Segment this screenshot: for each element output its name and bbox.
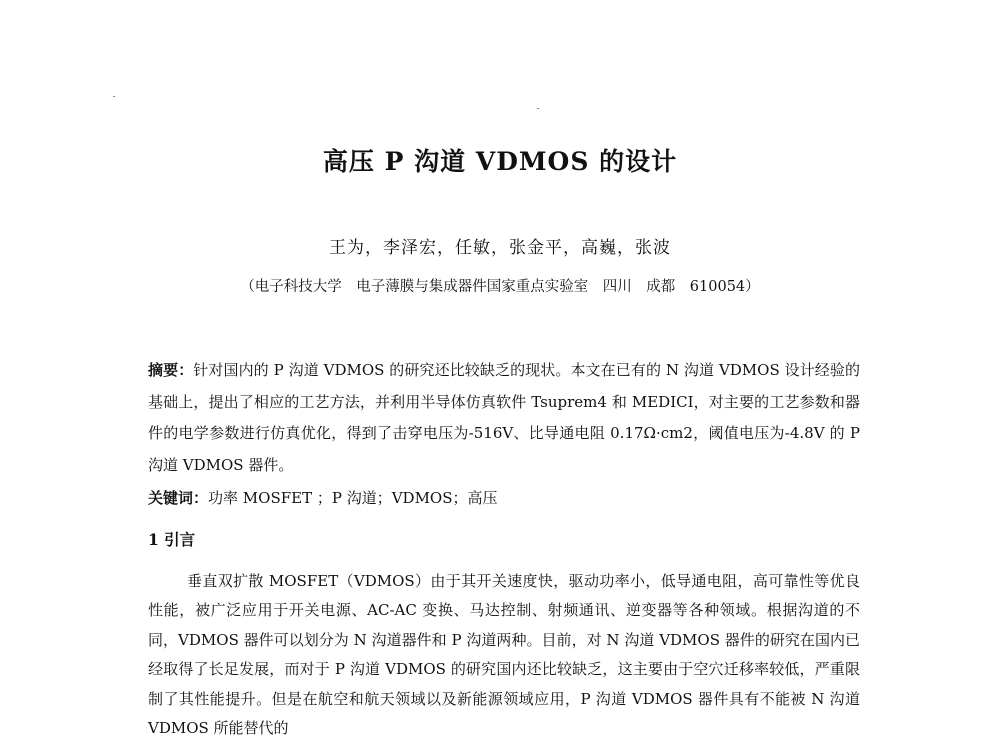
affiliation: （电子科技大学 电子薄膜与集成器件国家重点实验室 四川 成都 610054） [240, 279, 760, 295]
keywords-label: 关键词： [148, 489, 209, 507]
section-heading: 1 引言 [148, 530, 196, 549]
abstract [148, 355, 860, 481]
scan-speck [113, 96, 115, 97]
abstract-text: 针对国内的 P 沟道 VDMOS 的研究还比较缺乏的现状。本文在已有的 N 沟道 VDMOS 设计经验的基础上，提出了相应的工艺方法，并利用半导体仿真软件 Tsuprem4 和 MEDICI，对主要的工艺参数和器件的电学参数进行仿真优化，得到了击穿电压为-516V、比导通电阻 0.17Ω·cm2，阈值电压为-4.8V 的 P 沟道 VDMOS 器件。 [148, 361, 860, 474]
paper-title: 高压 P 沟道 VDMOS 的设计 [322, 147, 678, 176]
keywords [148, 483, 860, 513]
keywords-text: 功率 MOSFET ；P 沟道；VDMOS；高压 [208, 489, 498, 507]
abstract-label: 摘要： [148, 361, 194, 379]
scan-speck [537, 108, 539, 109]
body-paragraph: 垂直双扩散 MOSFET（VDMOS）由于其开关速度快，驱动功率小，低导通电阻，高可靠性等优良性能，被广泛应用于开关电源、AC-AC 变换、马达控制、射频通讯、逆变器等各种领域。根据沟道的不同，VDMOS 器件可以划分为 N 沟道器件和 P 沟道两种。目前，对 N 沟道 VDMOS 器件的研究在国内已经取得了长足发展，而对于 P 沟道 VDMOS 的研究国内还比较缺乏，这主要由于空穴迁移率较低，严重限制了其性能提升。但是在航空和航天领域以及新能源领域应用，P 沟道 VDMOS 器件具有不能被 N 沟道 VDMOS 所能替代的 [148, 572, 860, 738]
author-list: 王为，李泽宏，任敏，张金平，高巍，张波 [329, 238, 671, 258]
